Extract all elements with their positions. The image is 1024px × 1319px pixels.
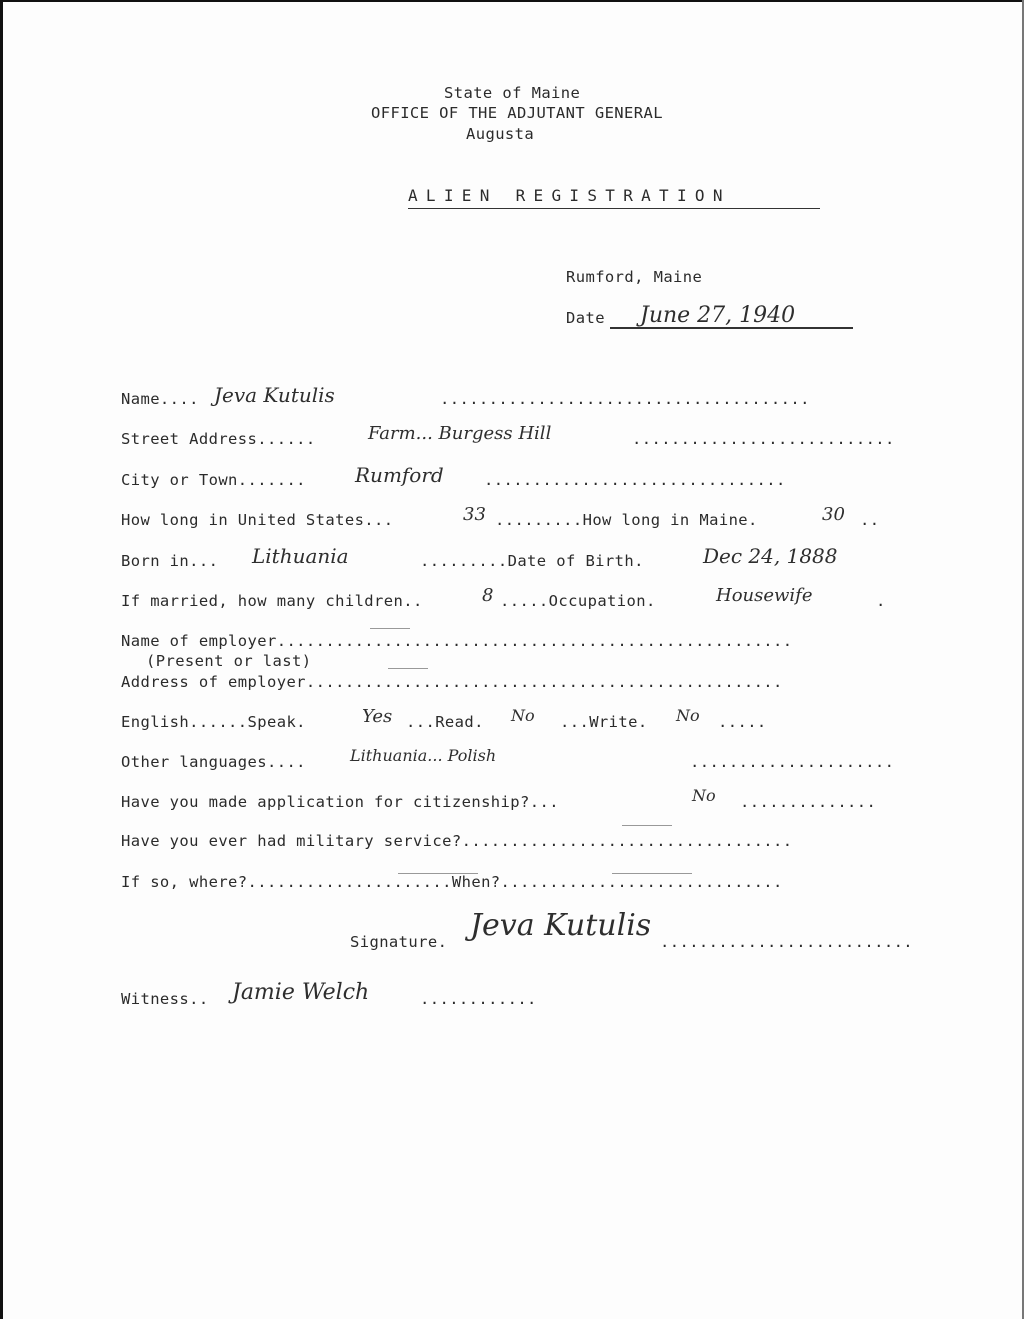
city-dots: ............................... — [484, 471, 786, 489]
date-value: June 27, 1940 — [640, 303, 796, 328]
dob-value: Dec 24, 1888 — [703, 544, 838, 568]
signature-value: Jeva Kutulis — [470, 908, 652, 943]
employer-label: Name of employer..................................................... — [121, 632, 793, 650]
occupation-end: . — [876, 592, 886, 610]
born-value: Lithuania — [252, 544, 349, 568]
scan-border-top — [0, 0, 1024, 2]
street-dots: ........................... — [632, 430, 895, 448]
other-languages-dots: ..................... — [690, 753, 895, 771]
born-label: Born in... — [121, 552, 219, 570]
employer-address-label: Address of employer................................................. — [121, 673, 783, 691]
city-label: City or Town....... — [121, 471, 306, 489]
city-value: Rumford — [355, 463, 444, 487]
read-value: No — [511, 706, 535, 725]
name-label: Name.... — [121, 390, 199, 408]
employer-dash — [370, 628, 410, 629]
citizenship-dots: .............. — [740, 793, 877, 811]
other-languages-label: Other languages.... — [121, 753, 306, 771]
military-dash — [622, 825, 672, 826]
form-title: ALIEN REGISTRATION — [408, 186, 820, 209]
write-value: No — [676, 706, 700, 725]
header-office: OFFICE OF THE ADJUTANT GENERAL — [371, 104, 663, 122]
citizenship-label: Have you made application for citizenship?... — [121, 793, 559, 811]
location: Rumford, Maine — [566, 268, 703, 286]
how-long-us-value: 33 — [463, 504, 486, 525]
street-value: Farm... Burgess Hill — [368, 423, 552, 444]
name-dots: ...................................... — [440, 390, 810, 408]
dob-label: .........Date of Birth. — [420, 552, 644, 570]
witness-label: Witness.. — [121, 990, 209, 1008]
header-city: Augusta — [466, 125, 535, 143]
employer-address-dash — [388, 668, 428, 669]
how-long-us-label: How long in United States... — [121, 511, 394, 529]
name-value: Jeva Kutulis — [214, 383, 335, 407]
how-long-maine-end: .. — [860, 511, 880, 529]
date-label: Date — [566, 309, 605, 327]
occupation-value: Housewife — [716, 585, 813, 606]
how-long-maine-label: .........How long in Maine. — [495, 511, 758, 529]
other-languages-value: Lithuania... Polish — [350, 746, 497, 765]
occupation-label: .....Occupation. — [500, 592, 656, 610]
header-state: State of Maine — [444, 84, 581, 102]
how-long-maine-value: 30 — [822, 504, 845, 525]
write-end: ..... — [718, 713, 767, 731]
military-label: Have you ever had military service?.................................. — [121, 832, 793, 850]
citizenship-value: No — [692, 786, 716, 805]
children-label: If married, how many children.. — [121, 592, 423, 610]
street-label: Street Address...... — [121, 430, 316, 448]
write-label: ...Write. — [560, 713, 648, 731]
scan-border-left — [0, 0, 3, 1319]
english-speak-value: Yes — [362, 706, 393, 727]
employer-sub: (Present or last) — [146, 652, 312, 670]
signature-label: Signature. — [350, 933, 448, 951]
signature-dots: .......................... — [660, 933, 914, 951]
witness-value: Jamie Welch — [232, 980, 370, 1005]
read-label: ...Read. — [406, 713, 484, 731]
children-value: 8 — [482, 585, 494, 606]
witness-dots: ............ — [420, 990, 537, 1008]
english-label: English......Speak. — [121, 713, 306, 731]
where-when-label: If so, where?.....................When?............................. — [121, 873, 783, 891]
